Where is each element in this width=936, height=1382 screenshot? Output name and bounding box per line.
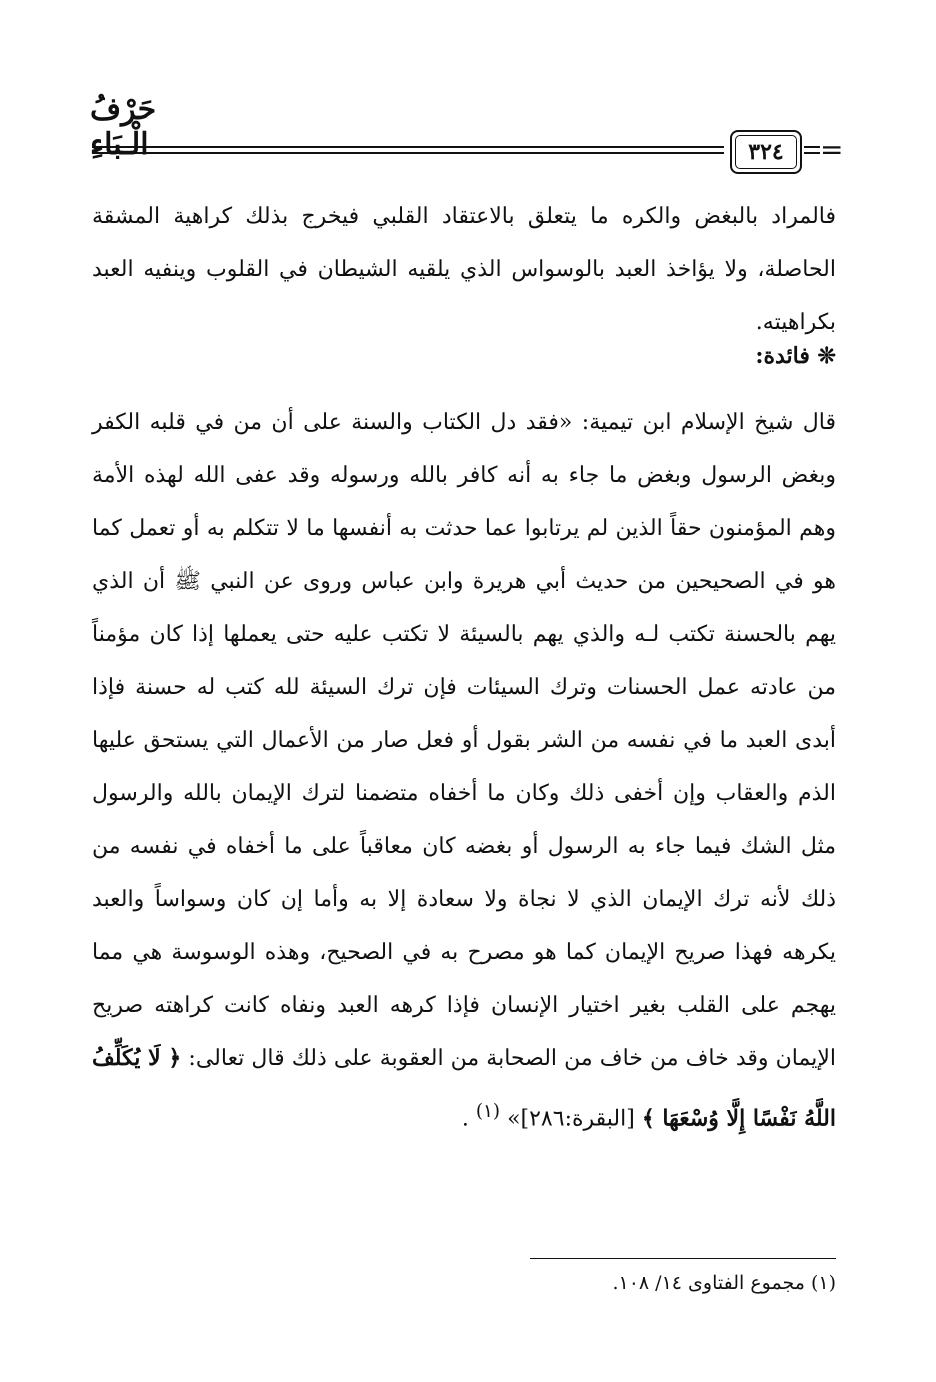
header-rule-right-bottom: [804, 152, 820, 154]
end-mark: .: [461, 1106, 469, 1132]
chapter-title: حَرْفُ الْـبَاءِ: [90, 92, 157, 162]
footnote-marker: (١): [475, 1101, 501, 1122]
footnote: (١) مجموع الفتاوى ١٤/ ١٠٨.: [612, 1272, 836, 1294]
header-ornament: =: [820, 133, 844, 166]
verse-reference: [البقرة:٢٨٦]»: [507, 1106, 635, 1132]
paragraph-2-text: قال شيخ الإسلام ابن تيمية: «فقد دل الكتاب والسنة على أن من في قلبه الكفر وبغض الرسول وبغض ما جاء به أنه كافر بالله ورسوله وقد عفى الله لهذه الأمة وهم المؤمنون حقاً الذين لم يرتابوا عما حدثت به أنفسها ما لا تتكلم به أو تعمل كما هو في الصحيحين من حديث أبي هريرة وابن عباس وروى عن النبي ﷺ أن الذي يهم بالحسنة تكتب لـه والذي يهم بالسيئة لا تكتب عليه حتى يعملها إذا كان مؤمناً من عادته عمل الحسنات وترك السيئات فإن ترك السيئة لله كتب له حسنة فإذا أبدى العبد ما في نفسه من الشر بقول أو فعل صار من الأعمال التي يستحق عليها الذم والعقاب وإن أخفى ذلك وكان ما أخفاه متضمنا لترك الإيمان بالله والرسول مثل الشك فيما جاء به الرسول أو بغضه كان معاقباً على ما أخفاه في نفسه من ذلك لأنه ترك الإيمان الذي لا نجاة ولا سعادة إلا به وأما إن كان وسواساً والعبد يكرهه فهذا صريح الإيمان كما هو مصرح به في الصحيح، وهذه الوسوسة هي مما يهجم على القلب بغير اختيار الإنسان فإذا كرهه العبد ونفاه كانت كراهته صريح الإيمان وقد خاف من خاف من الصحابة من العقوبة على ذلك قال تعالى:: [92, 410, 837, 1071]
header-rule-bottom: [92, 152, 724, 154]
paragraph-2: [92, 396, 836, 1145]
quran-verse: ﴿ لَا يُكَلِّفُ اللَّهُ نَفْسًا إِلَّا وُسْعَهَا ﴾: [92, 1045, 836, 1132]
faida-heading: ❊ فائدة:: [755, 343, 836, 369]
paragraph-1: فالمراد بالبغض والكره ما يتعلق بالاعتقاد القلبي فيخرج بذلك كراهية المشقة الحاصلة، ولا يؤاخذ العبد بالوسواس الذي يلقيه الشيطان في القلوب وينفيه العبد بكراهيته.: [92, 204, 836, 335]
header-rule-top: [92, 146, 724, 148]
header-rule-right-top: [804, 146, 820, 148]
footnote-divider: [530, 1258, 836, 1259]
page-number-box: [730, 130, 802, 174]
page-number: ٣٢٤: [735, 135, 797, 169]
